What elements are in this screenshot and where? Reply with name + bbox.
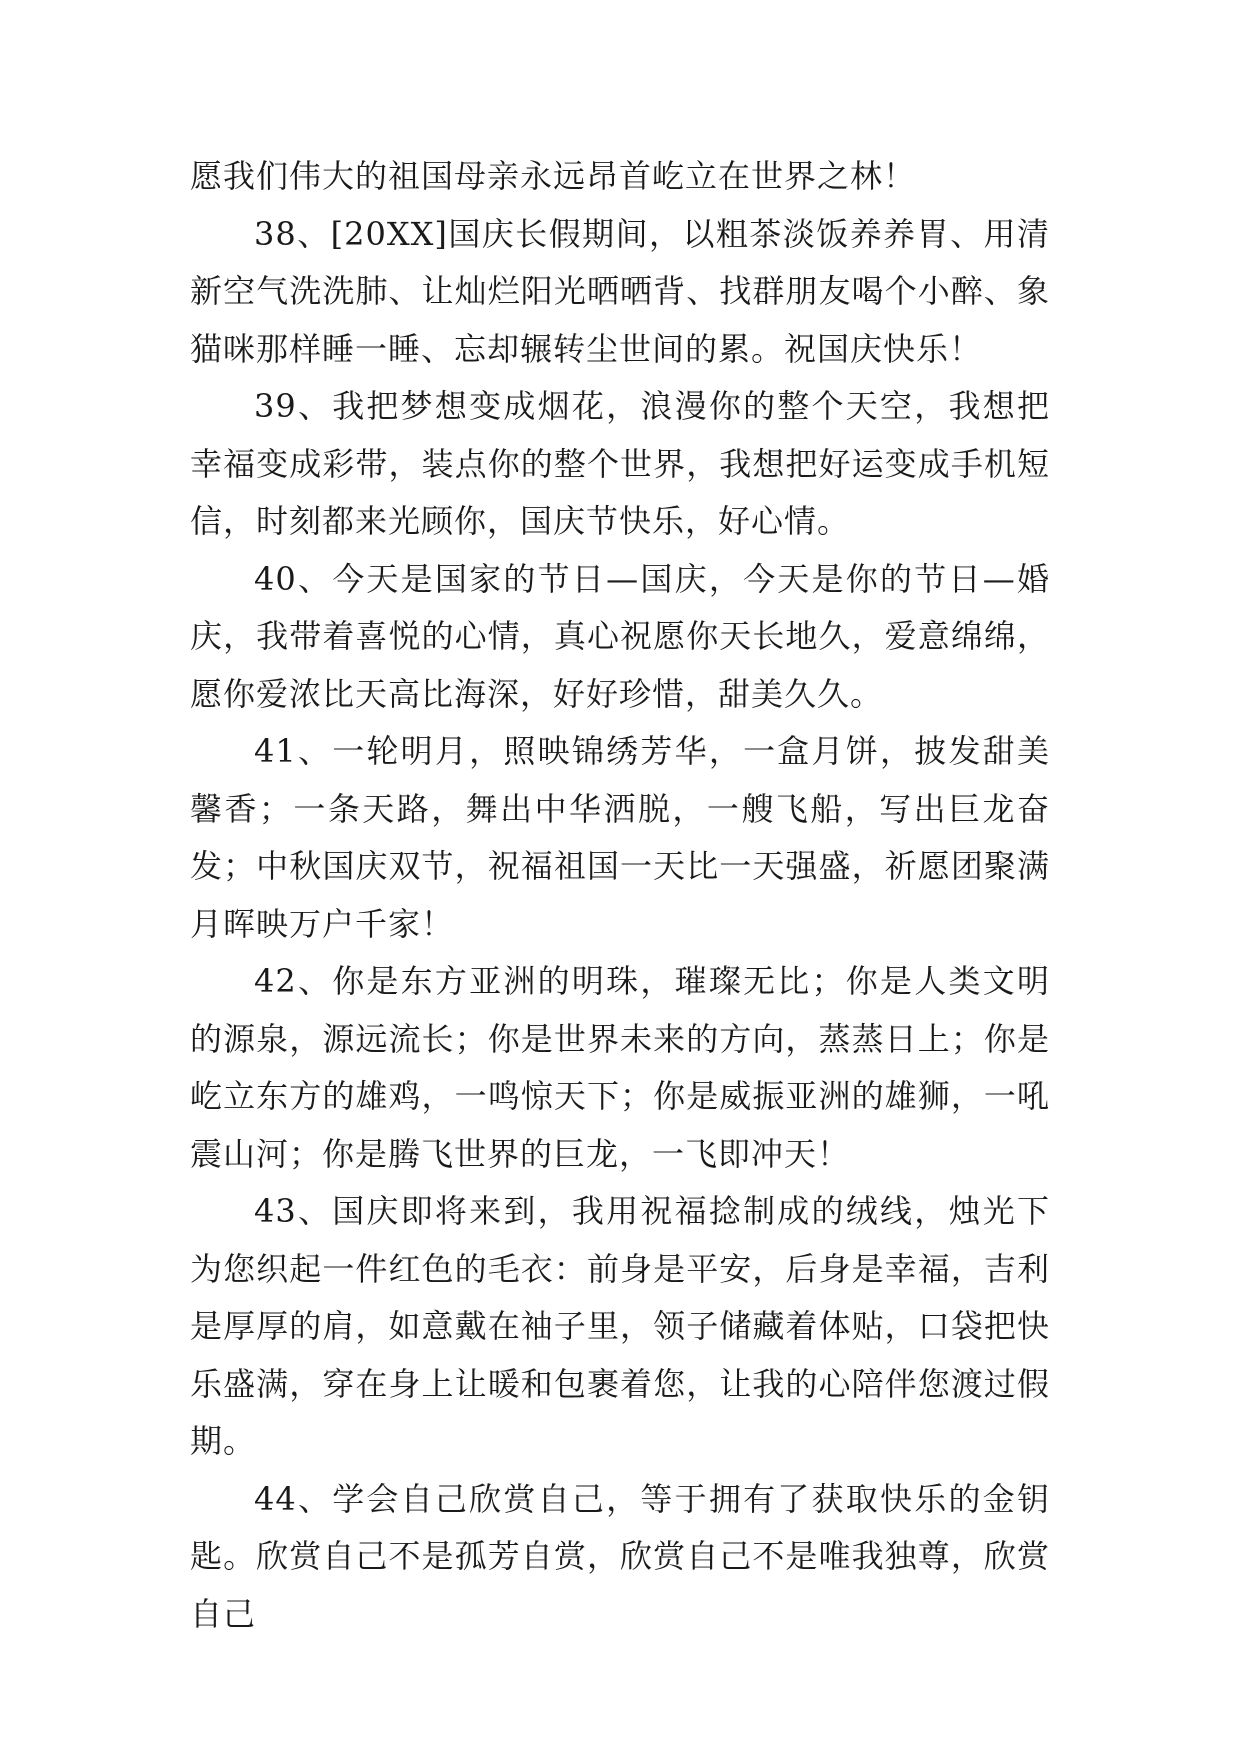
paragraph-38: 38、[20XX]国庆长假期间，以粗茶淡饭养养胃、用清新空气洗洗肺、让灿烂阳光晒晒背、找群朋友喝个小醉、象猫咪那样睡一睡、忘却辗转尘世间的累。祝国庆快乐！	[190, 214, 1050, 368]
paragraph-42: 42、你是东方亚洲的明珠，璀璨无比；你是人类文明的源泉，源远流长；你是世界未来的方向，蒸蒸日上；你是屹立东方的雄鸡，一鸣惊天下；你是威振亚洲的雄狮，一吼震山河；你是腾飞世界的巨龙，一飞即冲天！	[190, 962, 1050, 1173]
paragraph-43: 43、国庆即将来到，我用祝福捻制成的绒线，烛光下为您织起一件红色的毛衣：前身是平安，后身是幸福，吉利是厚厚的肩，如意戴在袖子里，领子储藏着体贴，口袋把快乐盛满，穿在身上让暖和包裹着您，让我的心陪伴您渡过假期。	[190, 1192, 1050, 1460]
paragraph-44: 44、学会自己欣赏自己，等于拥有了获取快乐的金钥匙。欣赏自己不是孤芳自赏，欣赏自己不是唯我独尊，欣赏自己	[190, 1479, 1050, 1633]
paragraph-39: 39、我把梦想变成烟花，浪漫你的整个天空，我想把幸福变成彩带，装点你的整个世界，我想把好运变成手机短信，时刻都来光顾你，国庆节快乐，好心情。	[190, 387, 1050, 540]
paragraph-41: 41、一轮明月，照映锦绣芳华，一盒月饼，披发甜美馨香；一条天路，舞出中华洒脱，一艘飞船，写出巨龙奋发；中秋国庆双节，祝福祖国一天比一天强盛，祈愿团聚满月晖映万户千家！	[190, 732, 1050, 943]
paragraph-continuation: 愿我们伟大的祖国母亲永远昂首屹立在世界之林！	[190, 157, 917, 195]
document-body	[190, 148, 1050, 1643]
paragraph-40: 40、今天是国家的节日—国庆，今天是你的节日—婚庆，我带着喜悦的心情，真心祝愿你天长地久，爱意绵绵，愿你爱浓比天高比海深，好好珍惜，甜美久久。	[190, 559, 1050, 713]
